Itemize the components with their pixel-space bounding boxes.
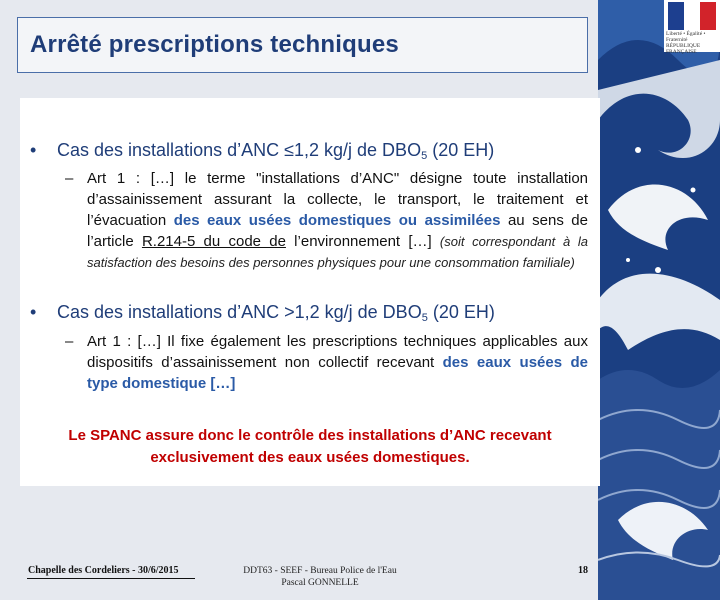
bullet-dot-icon: • (30, 302, 37, 322)
article-quote: – Art 1 : […] Il fixe également les prescriptions techniques applicables aux dispositifs d’assainissement non collectif recevant des eaux usées de type domestique […] (65, 333, 588, 392)
bullet-dot-icon: • (30, 140, 37, 160)
bullet-text: Cas des installations d’ANC >1,2 kg/j de $DBO_5$ (20 EH) (57, 302, 495, 324)
wave-illustration (598, 0, 720, 600)
article-quote: – Art 1 : […] le terme "installations d’ANC" désigne toute installation d’assainissement assurant la collecte, le transport, le traitement et l’évacuation des eaux usées domestiques ou assimilées au sens de l’article R.214-5 du code de l’environnement […] (soit correspondant à la satisfaction des besoins des personnes physiques pour une consommation familiale) (65, 170, 588, 270)
republique-francaise-logo (664, 0, 720, 55)
footer-author: DDT63 - SEEF - Bureau Police de l'Eau Pascal GONNELLE (243, 566, 397, 588)
footer-event: Chapelle des Cordeliers - 30/6/2015 (28, 565, 179, 576)
title-box (17, 17, 588, 73)
code-reference-link: R.214-5 du code de (141, 233, 286, 250)
conclusion-text: Le SPANC assure donc le contrôle des installations d’ANC recevant exclusivement des eaux usées domestiques. (68, 427, 552, 466)
logo-motto: Liberté • Égalité • Fraternité (666, 31, 706, 43)
page-number: 18 (578, 565, 588, 576)
footer-divider (27, 578, 195, 579)
dash-icon: – (65, 170, 74, 187)
dash-icon: – (65, 333, 74, 350)
logo-republique: RÉPUBLIQUE FRANÇAISE (666, 43, 701, 55)
page-title: Arrêté prescriptions techniques (30, 31, 399, 58)
article-note: (soit correspondant à la satisfaction des besoins des personnes physiques pour une consommation familiale) (87, 234, 588, 270)
content-panel (20, 98, 600, 486)
bullet-text: Cas des installations d’ANC ≤1,2 kg/j de $DBO_5$ (20 EH) (57, 140, 495, 162)
flag-icon (668, 2, 716, 30)
